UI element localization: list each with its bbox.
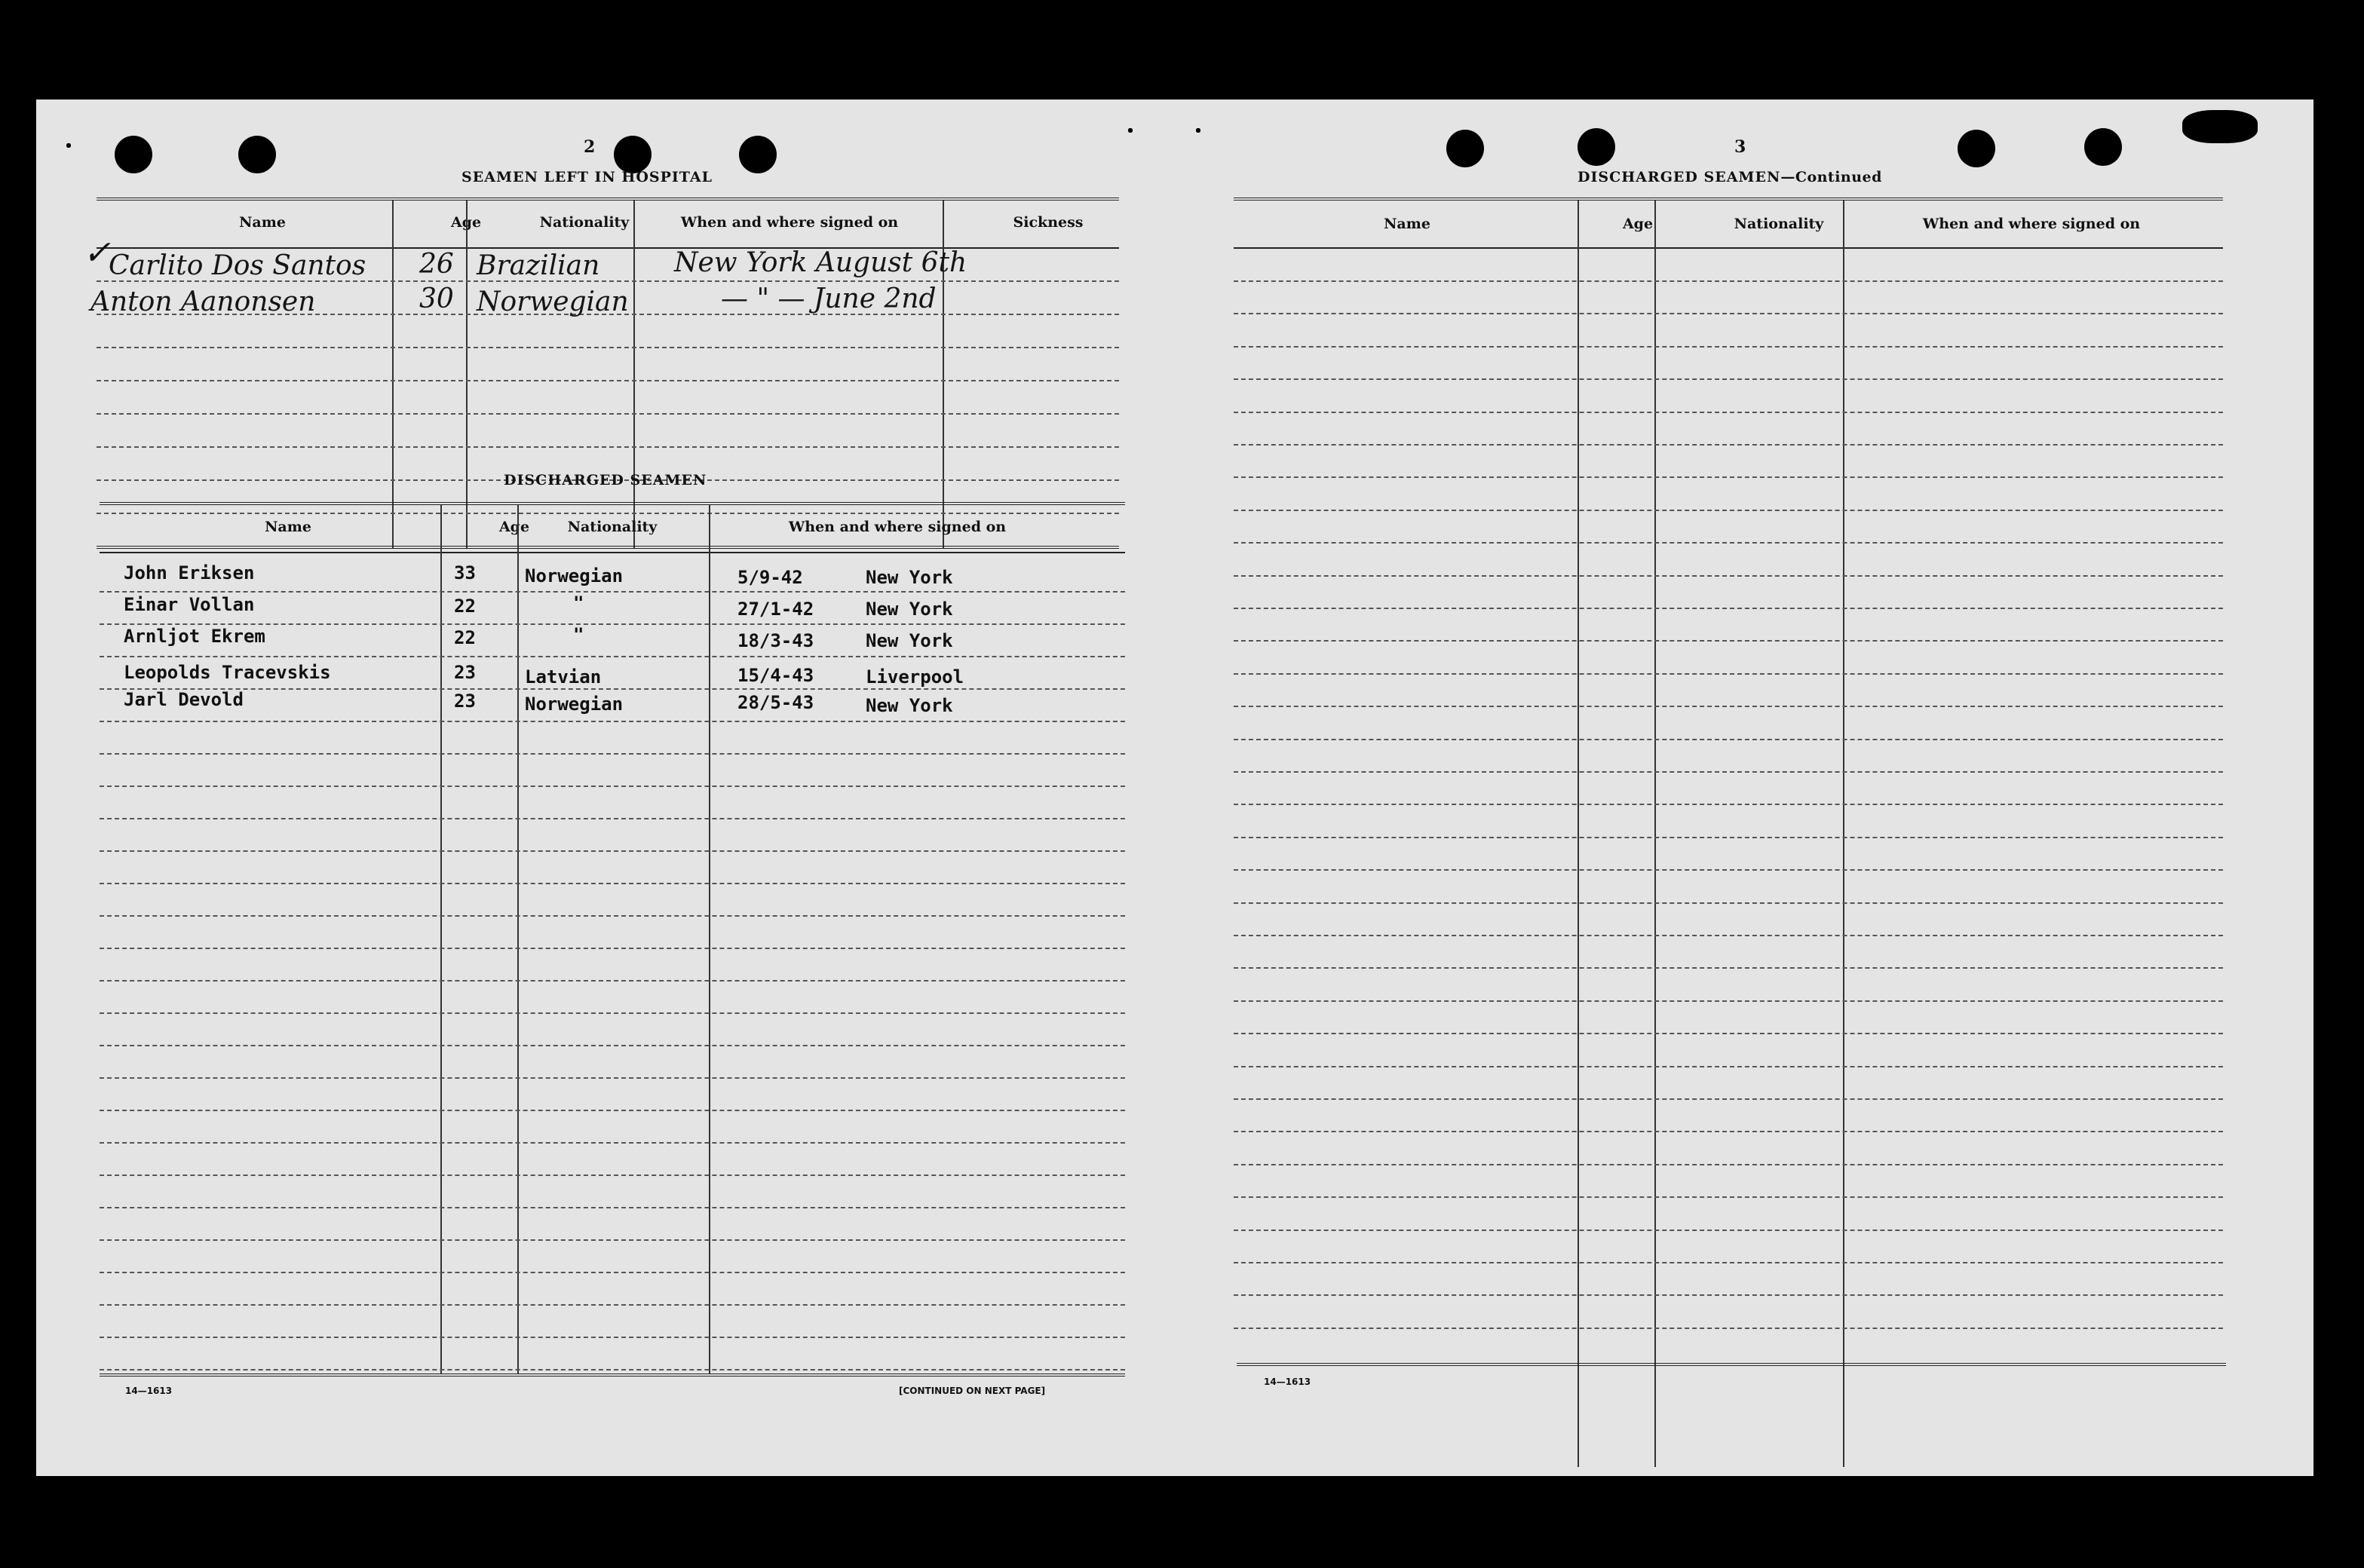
row-line xyxy=(97,347,1119,348)
row-line xyxy=(1234,902,2223,904)
column-divider xyxy=(1654,201,1656,1467)
table-bottom-rule xyxy=(100,1374,1125,1377)
column-divider xyxy=(440,505,442,1374)
row-line xyxy=(100,883,1125,884)
row-line xyxy=(100,1077,1125,1079)
row-line xyxy=(1234,1000,2223,1002)
punch-hole xyxy=(1446,130,1484,167)
paper-tear xyxy=(2182,110,2258,143)
row-line xyxy=(97,413,1119,415)
column-divider xyxy=(392,201,394,549)
row-line xyxy=(1234,1033,2223,1034)
cell-nationality: Norwegian xyxy=(525,694,624,715)
column-divider xyxy=(633,201,635,549)
row-line xyxy=(1234,510,2223,511)
row-line xyxy=(1234,313,2223,314)
col-header-name: Name xyxy=(1384,216,1430,232)
col-header-name: Name xyxy=(239,214,286,231)
cell-date: 5/9-42 xyxy=(737,567,803,588)
row-line xyxy=(100,818,1125,819)
row-line xyxy=(100,850,1125,852)
row-line xyxy=(1234,1164,2223,1165)
hospital-section-title: SEAMEN LEFT IN HOSPITAL xyxy=(461,169,713,185)
row-line xyxy=(100,1045,1125,1046)
cell-place: New York xyxy=(866,695,953,716)
paper-speck xyxy=(1128,128,1133,133)
cell-age: 22 xyxy=(454,627,476,648)
cell-signed-on: — " — June 2nd xyxy=(721,283,937,314)
col-header-signed-on: When and where signed on xyxy=(1922,216,2141,232)
header-rule xyxy=(1234,247,2223,249)
row-line xyxy=(97,513,1119,514)
row-line xyxy=(1234,1262,2223,1263)
row-line xyxy=(100,1304,1125,1306)
row-line xyxy=(1234,706,2223,707)
page-number: 2 xyxy=(584,137,596,157)
row-line xyxy=(1234,476,2223,478)
cell-place: New York xyxy=(866,599,953,620)
row-line xyxy=(100,1239,1125,1241)
title-suffix: —Continued xyxy=(1780,169,1882,185)
row-line xyxy=(1234,608,2223,609)
left-page xyxy=(36,100,1175,1476)
row-line xyxy=(1234,1196,2223,1198)
table-bottom-rule xyxy=(1237,1363,2226,1366)
cell-nationality: Brazilian xyxy=(477,250,600,281)
table-top-rule xyxy=(100,502,1125,505)
continued-note: [CONTINUED ON NEXT PAGE] xyxy=(899,1386,1046,1396)
row-line xyxy=(1234,837,2223,838)
form-number: 14—1613 xyxy=(1264,1377,1311,1387)
col-header-sickness: Sickness xyxy=(1013,214,1084,231)
col-header-nationality: Nationality xyxy=(567,519,658,535)
cell-signed-on: New York August 6th xyxy=(674,247,967,278)
row-line xyxy=(1234,444,2223,446)
row-line xyxy=(100,591,1125,593)
column-divider xyxy=(517,505,519,1374)
cell-name: John Eriksen xyxy=(124,562,255,583)
punch-hole xyxy=(1578,128,1615,166)
row-line xyxy=(1234,280,2223,282)
cell-nationality: " xyxy=(573,624,584,645)
discharged-continued-title xyxy=(1578,169,1882,185)
cell-age: 22 xyxy=(454,596,476,617)
cell-age: 30 xyxy=(419,283,454,314)
punch-hole xyxy=(739,136,777,173)
cell-date: 27/1-42 xyxy=(737,599,814,620)
row-line xyxy=(1234,771,2223,773)
cell-nationality: Norwegian xyxy=(525,565,624,586)
cell-nationality: " xyxy=(573,593,584,614)
row-line xyxy=(1234,739,2223,740)
row-line xyxy=(100,1142,1125,1144)
row-line xyxy=(100,786,1125,787)
cell-age: 23 xyxy=(454,691,476,712)
row-line xyxy=(1234,575,2223,577)
cell-date: 15/4-43 xyxy=(737,665,814,686)
cell-date: 18/3-43 xyxy=(737,630,814,651)
col-header-signed-on: When and where signed on xyxy=(788,519,1007,535)
row-line xyxy=(1234,412,2223,413)
punch-hole xyxy=(614,136,652,173)
row-line xyxy=(97,380,1119,381)
punch-hole xyxy=(238,136,276,173)
row-line xyxy=(100,753,1125,755)
table-top-rule xyxy=(1234,198,2223,201)
row-line xyxy=(100,721,1125,722)
col-header-age: Age xyxy=(450,214,482,231)
row-line xyxy=(100,1110,1125,1111)
right-page xyxy=(1170,100,2313,1476)
row-line xyxy=(100,1012,1125,1014)
title-text: DISCHARGED SEAMEN xyxy=(1578,169,1781,185)
row-line xyxy=(100,1207,1125,1208)
cell-age: 23 xyxy=(454,662,476,683)
row-line xyxy=(1234,542,2223,544)
punch-hole xyxy=(2084,128,2122,166)
row-line xyxy=(1234,346,2223,348)
cell-name: Leopolds Tracevskis xyxy=(124,662,331,683)
cell-place: New York xyxy=(866,630,953,651)
row-line xyxy=(1234,1066,2223,1067)
column-divider xyxy=(466,201,468,549)
column-divider xyxy=(1578,201,1579,1467)
discharged-section-title: DISCHARGED SEAMEN xyxy=(504,472,707,488)
row-line xyxy=(1234,378,2223,380)
cell-name: Jarl Devold xyxy=(124,689,244,710)
row-line xyxy=(100,688,1125,690)
cell-place: Liverpool xyxy=(866,666,964,688)
cell-nationality: Latvian xyxy=(525,666,602,688)
row-line xyxy=(100,656,1125,657)
cell-name: Anton Aanonsen xyxy=(90,286,316,317)
col-header-name: Name xyxy=(265,519,311,535)
cell-age: 26 xyxy=(419,249,454,280)
page-number: 3 xyxy=(1734,137,1746,157)
form-number: 14—1613 xyxy=(125,1386,173,1396)
row-line xyxy=(100,623,1125,625)
cell-name: Carlito Dos Santos xyxy=(109,250,366,281)
row-line xyxy=(100,1174,1125,1176)
row-line xyxy=(1234,640,2223,642)
col-header-age: Age xyxy=(498,519,530,535)
paper-speck xyxy=(1196,128,1200,133)
cell-place: New York xyxy=(866,567,953,588)
cell-name: Arnljot Ekrem xyxy=(124,626,265,647)
row-line xyxy=(1234,935,2223,936)
row-line xyxy=(1234,967,2223,969)
column-divider xyxy=(1843,201,1844,1467)
cell-nationality: Norwegian xyxy=(477,286,629,317)
col-header-age: Age xyxy=(1622,216,1654,232)
punch-hole xyxy=(115,136,152,173)
row-line xyxy=(100,1369,1125,1370)
cell-date: 28/5-43 xyxy=(737,692,814,713)
row-line xyxy=(1234,1230,2223,1231)
header-rule xyxy=(100,552,1125,553)
column-divider xyxy=(709,505,710,1374)
punch-hole xyxy=(1958,130,1995,167)
table-top-rule xyxy=(97,198,1119,201)
col-header-nationality: Nationality xyxy=(1734,216,1824,232)
row-line xyxy=(1234,1328,2223,1329)
row-line xyxy=(1234,869,2223,871)
row-line xyxy=(1234,673,2223,675)
row-line xyxy=(100,980,1125,982)
cell-name: Einar Vollan xyxy=(124,594,255,615)
row-line xyxy=(1234,804,2223,805)
check-mark: ✓ xyxy=(83,234,111,272)
row-line xyxy=(1234,1098,2223,1100)
paper-speck xyxy=(66,143,71,148)
col-header-signed-on: When and where signed on xyxy=(680,214,899,231)
table-bottom-rule xyxy=(97,546,1119,549)
row-line xyxy=(1234,1131,2223,1132)
row-line xyxy=(1234,1294,2223,1296)
row-line xyxy=(100,1337,1125,1338)
row-line xyxy=(100,915,1125,917)
row-line xyxy=(100,1272,1125,1273)
row-line xyxy=(97,446,1119,448)
row-line xyxy=(100,948,1125,949)
col-header-nationality: Nationality xyxy=(539,214,630,231)
cell-age: 33 xyxy=(454,562,476,583)
